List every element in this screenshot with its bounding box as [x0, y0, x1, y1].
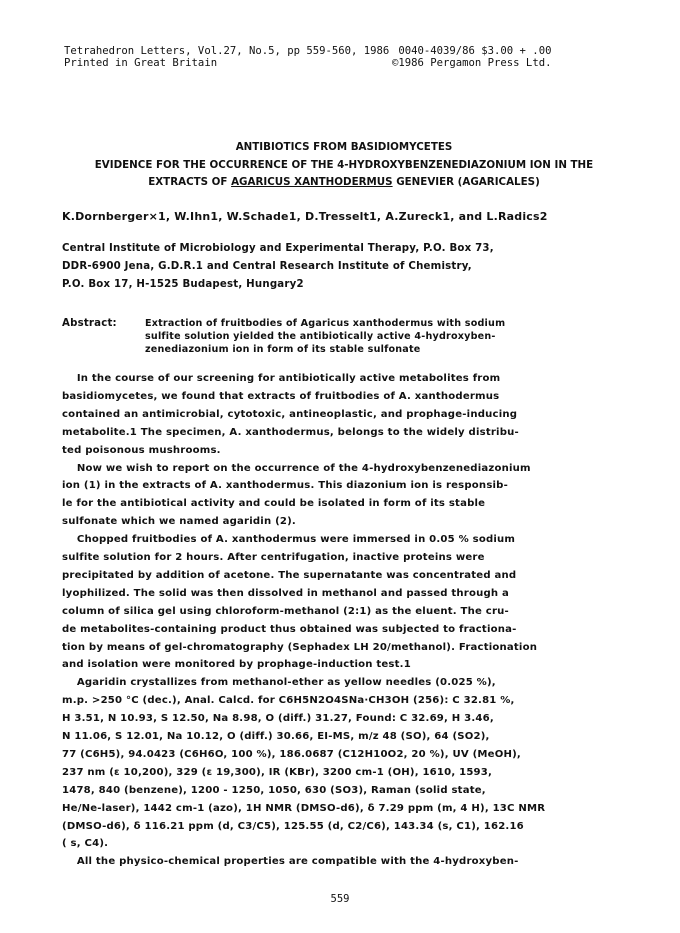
title-line-1: ANTIBIOTICS FROM BASIDIOMYCETES — [235, 141, 453, 153]
journal-header-left — [64, 45, 389, 69]
species-name: AGARICUS XANTHODERMUS — [231, 176, 393, 188]
body-line: 77 (C6H5), 94.0423 (C6H6O, 100 %), 186.0687 (C12H10O2, 20 %), UV (MeOH), — [62, 748, 521, 760]
abstract-line: sulfite solution yielded the antibiotically active 4-hydroxyben- — [145, 331, 496, 342]
body-line: Agaridin crystallizes from methanol-ether as yellow needles (0.025 %), — [62, 677, 496, 689]
article-title — [60, 139, 628, 192]
affiliation-line: P.O. Box 17, H-1525 Budapest, Hungary2 — [62, 279, 304, 290]
body-line: ted poisonous mushrooms. — [62, 444, 221, 456]
body-line: m.p. >250 °C (dec.), Anal. Calcd. for C6H5N2O4SNa·CH3OH (256): C 32.81 %, — [62, 695, 515, 707]
body-line: and isolation were monitored by prophage-induction test.1 — [62, 659, 411, 671]
journal-citation: Tetrahedron Letters, Vol.27, No.5, pp 559-560, 1986 — [64, 45, 390, 57]
body-line: le for the antibiotical activity and could be isolated in form of its stable — [62, 498, 486, 510]
body-line: (DMSO-d6), δ 116.21 ppm (d, C3/C5), 125.55 (d, C2/C6), 143.34 (s, C1), 162.16 — [62, 820, 524, 832]
author-list: K.Dornberger×1, W.Ihn1, W.Schade1, D.Tresselt1, A.Zureck1, and L.Radics2 — [62, 210, 548, 223]
body-line: metabolite.1 The specimen, A. xanthodermus, belongs to the widely distribu- — [62, 426, 519, 438]
title-line-3 — [60, 174, 628, 192]
abstract-line: zenediazonium ion in form of its stable sulfonate — [145, 344, 421, 355]
body-line: column of silica gel using chloroform-methanol (2:1) as the eluent. The cru- — [62, 605, 509, 617]
body-line: contained an antimicrobial, cytotoxic, antineoplastic, and prophage-inducing — [62, 408, 518, 420]
title-line-3-post: GENEVIER (AGARICALES) — [396, 176, 540, 188]
body-line: He/Ne-laser), 1442 cm-1 (azo), 1H NMR (DMSO-d6), δ 7.29 ppm (m, 4 H), 13C NMR — [62, 802, 546, 814]
body-line: ( s, C4). — [62, 838, 109, 850]
body-line: ion (1) in the extracts of A. xanthodermus. This diazonium ion is responsib- — [62, 480, 508, 492]
abstract-line: Extraction of fruitbodies of Agaricus xanthodermus with sodium — [145, 318, 506, 329]
body-line: In the course of our screening for antibiotically active metabolites from — [62, 373, 501, 384]
page-number: 559 — [330, 893, 350, 905]
title-line-2: EVIDENCE FOR THE OCCURRENCE OF THE 4-HYDROXYBENZENEDIAZONIUM ION IN THE — [94, 158, 594, 171]
abstract-label: Abstract: — [62, 318, 117, 329]
body-line: 1478, 840 (benzene), 1200 - 1250, 1050, 630 (SO3), Raman (solid state, — [62, 784, 486, 796]
body-line: lyophilized. The solid was then dissolved in methanol and passed through a — [62, 587, 510, 599]
body-line: sulfite solution for 2 hours. After centrifugation, inactive proteins were — [62, 552, 485, 563]
body-line: N 11.06, S 12.01, Na 10.12, O (diff.) 30.66, EI-MS, m/z 48 (SO), 64 (SO2), — [62, 731, 490, 742]
body-line: basidiomycetes, we found that extracts of fruitbodies of A. xanthodermus — [62, 390, 500, 402]
journal-header-right — [392, 45, 551, 69]
body-line: Chopped fruitbodies of A. xanthodermus were immersed in 0.05 % sodium — [62, 534, 516, 546]
copyright: ©1986 Pergamon Press Ltd. — [392, 57, 552, 69]
body-line: Now we wish to report on the occurrence of the 4-hydroxybenzenediazonium — [62, 462, 531, 474]
body-line: H 3.51, N 10.93, S 12.50, Na 8.98, O (diff.) 31.27, Found: C 32.69, H 3.46, — [62, 713, 494, 725]
body-line: precipitated by addition of acetone. The supernatante was concentrated and — [62, 569, 517, 581]
body-line: All the physico-chemical properties are compatible with the 4-hydroxyben- — [62, 856, 519, 868]
printed-in: Printed in Great Britain — [64, 57, 218, 69]
affiliation-line: DDR-6900 Jena, G.D.R.1 and Central Research Institute of Chemistry, — [62, 261, 472, 272]
body-line: tion by means of gel-chromatography (Sephadex LH 20/methanol). Fractionation — [62, 641, 538, 653]
affiliation-line: Central Institute of Microbiology and Experimental Therapy, P.O. Box 73, — [62, 243, 494, 254]
title-line-3-pre: EXTRACTS OF — [148, 176, 228, 188]
issn-price: 0040-4039/86 $3.00 + .00 — [398, 45, 552, 57]
body-line: sulfonate which we named agaridin (2). — [62, 516, 296, 528]
body-line: 237 nm (ε 10,200), 329 (ε 19,300), IR (KBr), 3200 cm-1 (OH), 1610, 1593, — [62, 766, 493, 778]
body-line: de metabolites-containing product thus obtained was subjected to fractiona- — [62, 623, 517, 635]
